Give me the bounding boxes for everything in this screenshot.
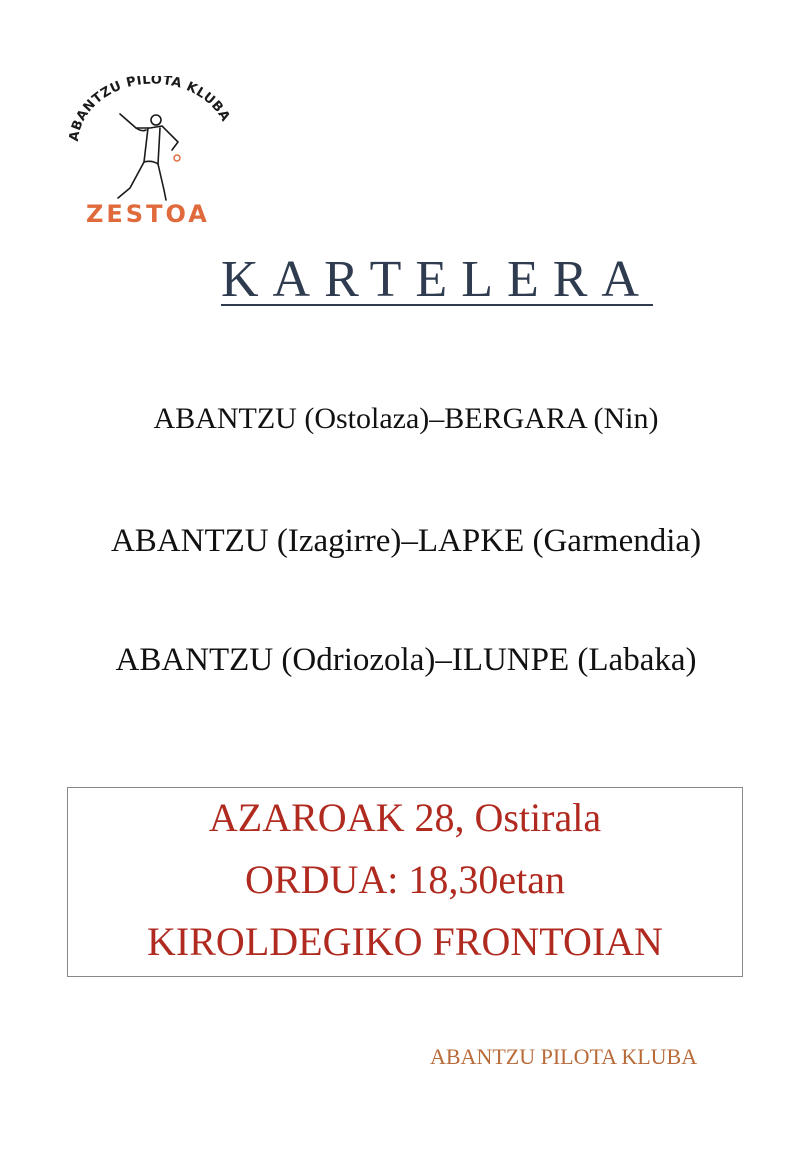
event-venue: KIROLDEGIKO FRONTOIAN — [147, 919, 663, 964]
event-time: ORDUA: 18,30etan — [245, 857, 565, 902]
match-line-1: ABANTZU (Ostolaza)–BERGARA (Nin) — [153, 402, 659, 435]
event-info-box — [67, 787, 743, 977]
match-line-3: ABANTZU (Odriozola)–ILUNPE (Labaka) — [115, 642, 697, 678]
page-title: KARTELERA — [221, 251, 653, 308]
ball-icon — [174, 155, 180, 161]
event-date: AZAROAK 28, Ostirala — [208, 795, 602, 840]
match-line-2: ABANTZU (Izagirre)–LAPKE (Garmendia) — [110, 523, 702, 559]
pelota-player-icon — [118, 114, 178, 200]
footer-club-name: ABANTZU PILOTA KLUBA — [430, 1044, 698, 1069]
logo-town-name: ZESTOA — [86, 200, 210, 228]
logo-arc-text: ABANTZU PILOTA KLUBA — [66, 76, 233, 143]
